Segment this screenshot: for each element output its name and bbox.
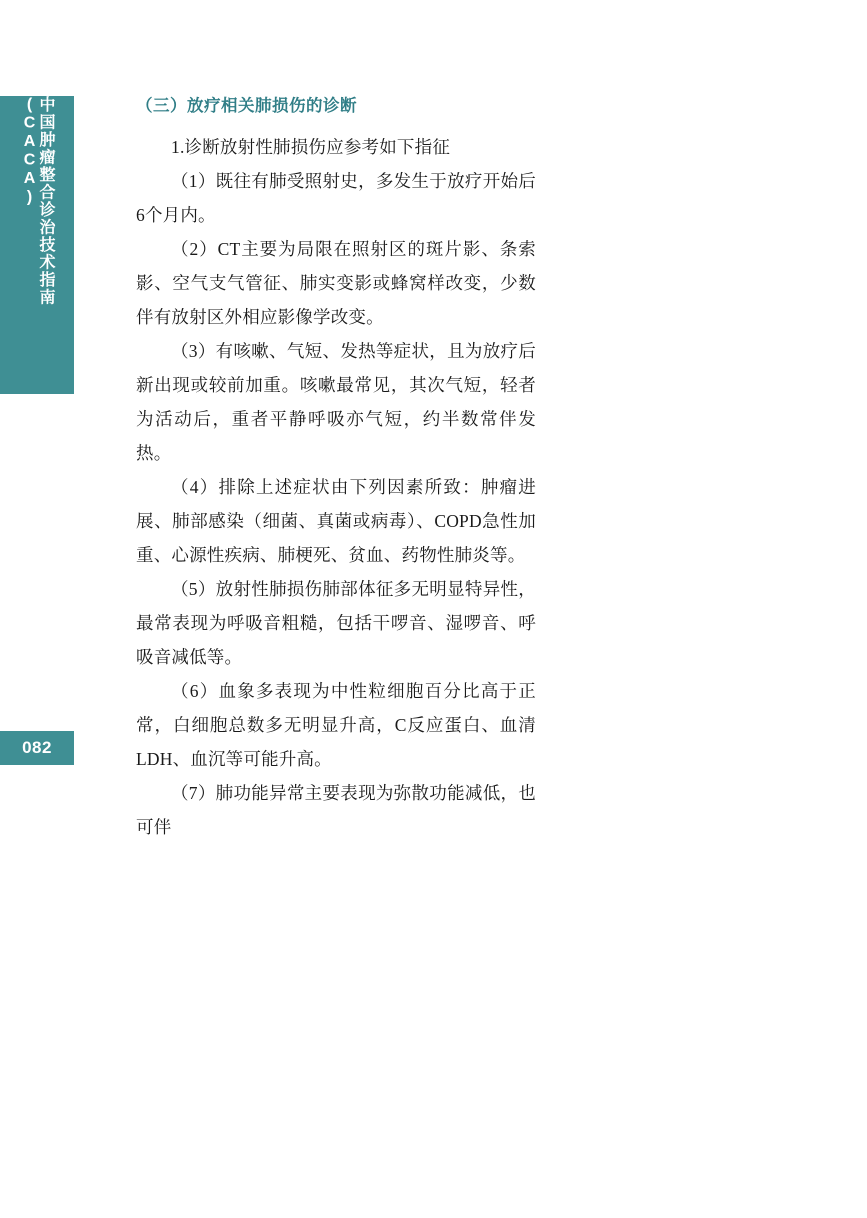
book-side-title: 中国肿瘤整合诊治技术指南(CACA) xyxy=(21,96,54,306)
page-content xyxy=(136,92,536,844)
page-number-badge: 082 xyxy=(0,731,74,765)
paragraph: （4）排除上述症状由下列因素所致：肿瘤进展、肺部感染（细菌、真菌或病毒）、COPD急性加重、心源性疾病、肺梗死、贫血、药物性肺炎等。 xyxy=(136,477,536,565)
paragraph: （3）有咳嗽、气短、发热等症状，且为放疗后新出现或较前加重。咳嗽最常见，其次气短，轻者为活动后，重者平静呼吸亦气短，约半数常伴发热。 xyxy=(136,341,536,463)
section-heading: （三）放疗相关肺损伤的诊断 xyxy=(136,97,357,115)
paragraph: （5）放射性肺损伤肺部体征多无明显特异性，最常表现为呼吸音粗糙，包括干啰音、湿啰音、呼吸音减低等。 xyxy=(136,579,536,667)
paragraph: （1）既往有肺受照射史，多发生于放疗开始后6个月内。 xyxy=(136,171,536,225)
paragraph: （7）肺功能异常主要表现为弥散功能减低，也可伴 xyxy=(136,783,536,837)
paragraph: （2）CT主要为局限在照射区的斑片影、条索影、空气支气管征、肺实变影或蜂窝样改变，少数伴有放射区外相应影像学改变。 xyxy=(136,239,536,327)
paragraph: （6）血象多表现为中性粒细胞百分比高于正常，白细胞总数多无明显升高，C反应蛋白、血清LDH、血沉等可能升高。 xyxy=(136,681,536,769)
paragraph: 1.诊断放射性肺损伤应参考如下指征 xyxy=(171,137,451,157)
book-side-tab xyxy=(0,96,74,394)
